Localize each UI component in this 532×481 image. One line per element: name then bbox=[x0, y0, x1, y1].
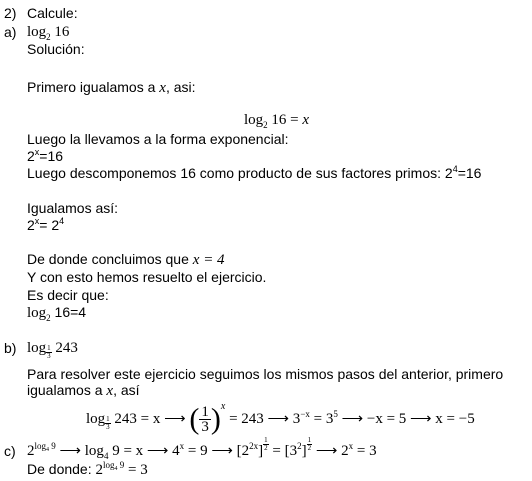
solution-label: Solución: bbox=[27, 41, 85, 57]
part-b-text-2: igualamos a x, así bbox=[27, 382, 140, 399]
problem-title: Calcule: bbox=[27, 5, 78, 21]
step-5: De donde concluimos que x = 4 bbox=[27, 251, 225, 268]
part-b-label: b) bbox=[4, 340, 17, 356]
final-answer-a: $\log_2 16=4$ bbox=[27, 304, 87, 323]
step-1: Primero igualamos a x, asi: bbox=[27, 79, 196, 96]
equation-1: $\log_2 16 = x$ bbox=[244, 112, 310, 130]
part-a-label: a) bbox=[4, 24, 17, 40]
problem-number: 2) bbox=[4, 5, 17, 21]
step-3: Luego descomponemos 16 como producto de sus factores primos: $2^4=16$ bbox=[27, 164, 482, 181]
part-b-text-1: Para resolver este ejercicio seguimos los mismos pasos del anterior, primero bbox=[27, 366, 504, 382]
part-a-expression: $\log_2 16$ bbox=[27, 24, 70, 42]
exponential-form: $2^x=16$ bbox=[27, 147, 64, 164]
part-c-conclusion: De donde: $2^{log_4 9} = 3$ bbox=[27, 460, 148, 478]
part-b-chain: log $\frac{1}{3}$ 243 = x ⟶ ( $\frac{1}{3}$ )$^x$ = 243 ⟶ $3^{-x} = 3^5$ ⟶ −x = 5 ⟶ x = −5 bbox=[86, 401, 475, 436]
step-6: Y con esto hemos resuelto el ejercicio. bbox=[27, 269, 267, 285]
step-2: Luego la llevamos a la forma exponencial: bbox=[27, 131, 289, 147]
step-7: Es decir que: bbox=[27, 287, 109, 303]
equation-2: $2^x= 2^4$ bbox=[27, 216, 65, 233]
part-c-label: c) bbox=[4, 443, 16, 459]
part-b-expression: log $\frac{1}{3}$ 243 bbox=[27, 340, 78, 361]
part-c-chain: $2^{log_4 9}$ ⟶ $\log_4 9 = x$ ⟶ $4^x = 9$ ⟶ $[2^{2x}]$ $\frac{1}{2}$ = $[3^2]$ $\frac{1}{2}$ ⟶ $2^x = 3$ bbox=[27, 436, 377, 461]
step-4: Igualamos así: bbox=[27, 200, 119, 216]
